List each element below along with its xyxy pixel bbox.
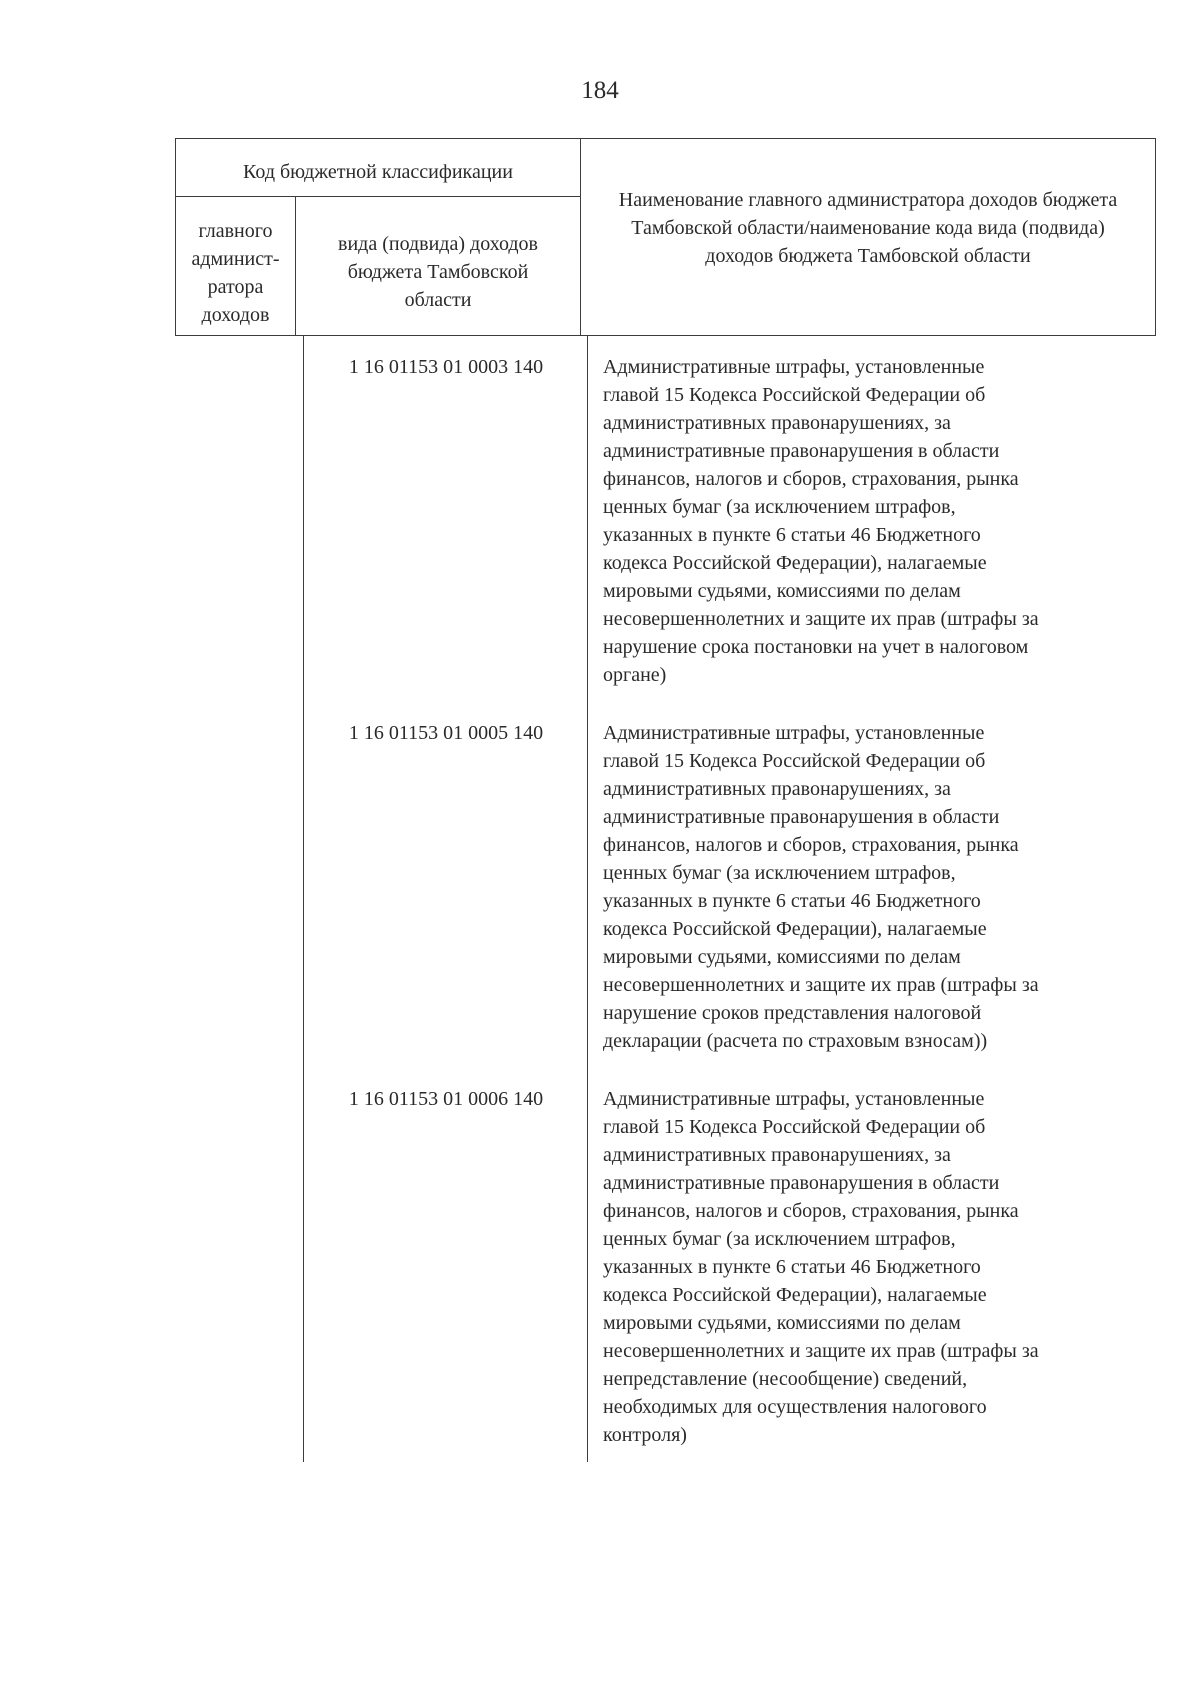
table-row [0,1085,1200,1449]
table-row [0,719,1200,1055]
revenue-description: Административные штрафы, установленные главой 15 Кодекса Российской Федерации об административных правонарушениях, за административные правонарушения в области финансов, налогов и сборов, страхования, рынка ценных бумаг (за исключением штрафов, указанных в пункте 6 статьи 46 Бюджетного кодекса Российской Федерации), налагаемые мировыми судьями, комиссиями по делам несовершеннолетних и защите их прав (штрафы за непредставление (несообщение) сведений, необходимых для осуществления налогового контроля) [603,1088,1039,1446]
revenue-description: Административные штрафы, установленные главой 15 Кодекса Российской Федерации об административных правонарушениях, за административные правонарушения в области финансов, налогов и сборов, страхования, рынка ценных бумаг (за исключением штрафов, указанных в пункте 6 статьи 46 Бюджетного кодекса Российской Федерации), налагаемые мировыми судьями, комиссиями по делам несовершеннолетних и защите их прав (штрафы за нарушение сроков представления налоговой декларации (расчета по страховым взносам)) [603,722,1039,1052]
table-body [0,353,1200,1479]
header-budget-classification-code: Код бюджетной классификации [176,139,581,197]
header-revenue-type-code: вида (подвида) доходов бюджета Тамбовской области [296,197,581,335]
revenue-description: Административные штрафы, установленные главой 15 Кодекса Российской Федерации об административных правонарушениях, за административные правонарушения в области финансов, налогов и сборов, страхования, рынка ценных бумаг (за исключением штрафов, указанных в пункте 6 статьи 46 Бюджетного кодекса Российской Федерации), налагаемые мировыми судьями, комиссиями по делам несовершеннолетних и защите их прав (штрафы за нарушение срока постановки на учет в налоговом органе) [603,356,1039,686]
revenue-code: 1 16 01153 01 0003 140 [348,356,544,378]
table-row [0,353,1200,689]
table-header [175,138,1156,336]
page-number: 184 [581,77,619,104]
header-chief-administrator: главного админист- ратора доходов [176,197,296,335]
revenue-code: 1 16 01153 01 0005 140 [348,722,544,744]
header-name: Наименование главного администратора доходов бюджета Тамбовской области/наименование кода вида (подвида) доходов бюджета Тамбовской области [618,189,1118,267]
revenue-code: 1 16 01153 01 0006 140 [348,1088,544,1110]
